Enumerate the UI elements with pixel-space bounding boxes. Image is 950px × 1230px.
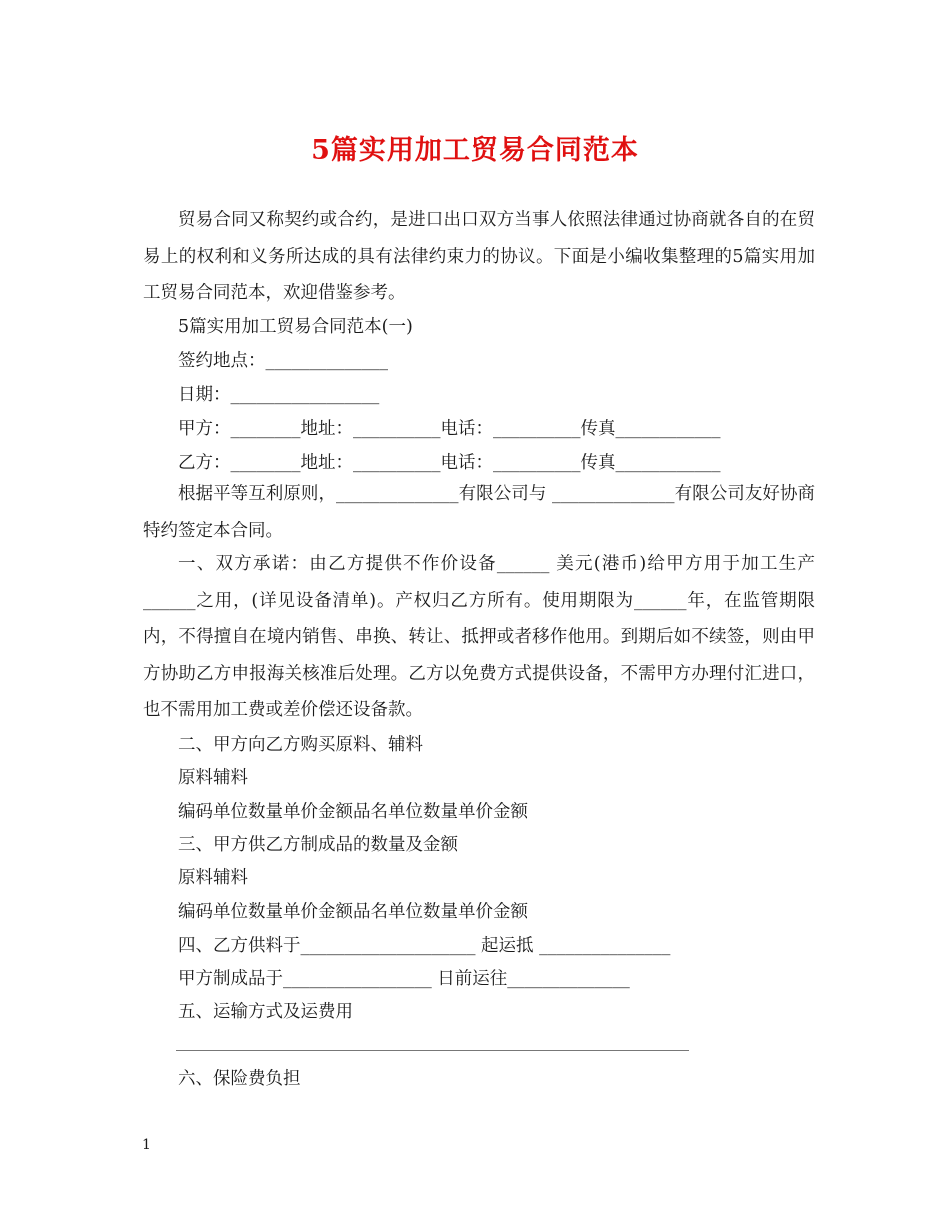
page-number: 1 [142, 1137, 151, 1153]
clause-six-heading: 六、保险费负担 [178, 1069, 301, 1089]
clause-one-paragraph: 一、双方承诺：由乙方提供不作价设备______ 美元(港币)给甲方用于加工生产______之用，(详见设备清单)。产权归乙方所有。使用期限为______年，在监管期限内，不得擅自在境内销售、串换、转让、抵押或者移作他用。到期后如不续签，则由甲方协助乙方申报海关核准后处理。乙方以免费方式提供设备，不需甲方办理付汇进口，也不需用加工费或差价偿还设备款。 [143, 554, 815, 720]
clause-one-block [143, 546, 815, 729]
clause-three-heading: 三、甲方供乙方制成品的数量及金额 [178, 835, 458, 855]
clause-three-columns: 编码单位数量单价金额品名单位数量单价金额 [178, 902, 528, 922]
fill-in-rule [176, 1050, 689, 1051]
clause-four-line: 四、乙方供料于____________________ 起运抵 _______________ [178, 936, 671, 956]
clause-five-heading: 五、运输方式及运费用 [178, 1002, 353, 1022]
party-b-line: 乙方：________地址：__________电话：__________传真____________ [178, 453, 721, 473]
clause-two-heading: 二、甲方向乙方购买原料、辅料 [178, 735, 423, 755]
intro-paragraph: 贸易合同又称契约或合约，是进口出口双方当事人依照法律通过协商就各自的在贸易上的权利和义务所达成的具有法律约束力的协议。下面是小编收集整理的5篇实用加工贸易合同范本，欢迎借鉴参考。 [143, 210, 815, 303]
clause-three-subheading: 原料辅料 [178, 868, 248, 888]
principle-paragraph: 根据平等互利原则，______________有限公司与 ______________有限公司友好协商特约签定本合同。 [143, 484, 815, 541]
clause-four-second-line: 甲方制成品于_________________ 日前运往______________ [178, 969, 630, 989]
signing-location-line: 签约地点：______________ [178, 351, 388, 371]
document-title: 5篇实用加工贸易合同范本 [311, 135, 639, 166]
clause-two-subheading: 原料辅料 [178, 768, 248, 788]
contract-heading: 5篇实用加工贸易合同范本(一) [178, 317, 413, 337]
party-a-line: 甲方：________地址：__________电话：__________传真____________ [178, 419, 721, 439]
principle-block [143, 476, 815, 549]
intro-block [143, 202, 815, 312]
clause-two-columns: 编码单位数量单价金额品名单位数量单价金额 [178, 802, 528, 822]
date-line: 日期：_________________ [178, 385, 380, 405]
